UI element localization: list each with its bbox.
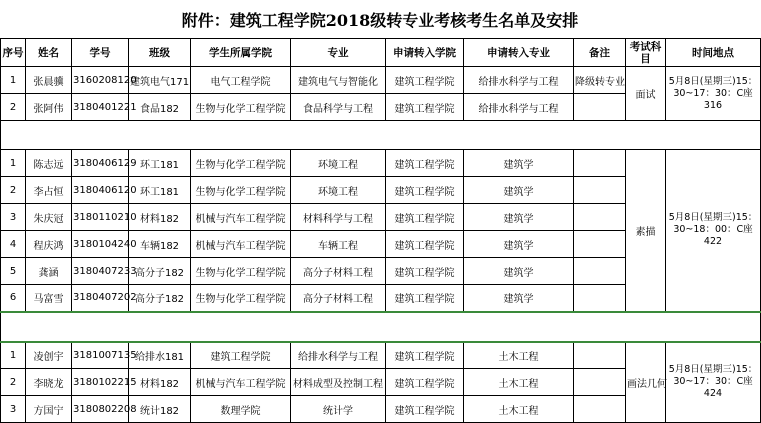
cell-id: 3180802208 [72, 396, 129, 423]
cell-name: 马富雪 [26, 285, 72, 312]
cell-to-major: 建筑学 [464, 177, 574, 204]
cell-major: 环境工程 [291, 150, 386, 177]
cell-note [574, 396, 626, 423]
cell-class: 给排水181 [129, 342, 191, 369]
student-table [0, 38, 761, 423]
header-cell: 申请转入学院 [386, 39, 464, 67]
header-cell: 学生所属学院 [191, 39, 291, 67]
cell-to-college: 建筑工程学院 [386, 396, 464, 423]
cell-id: 3180406120 [72, 177, 129, 204]
cell-time-place: 5月8日(星期三)15：30~17：30：C座316 [666, 67, 761, 121]
cell-subject: 画法几何 [626, 342, 666, 423]
cell-college: 生物与化学工程学院 [191, 150, 291, 177]
spacer-cell [1, 121, 761, 150]
cell-note [574, 231, 626, 258]
header-cell: 备注 [574, 39, 626, 67]
cell-major: 高分子材料工程 [291, 285, 386, 312]
cell-class: 食品182 [129, 94, 191, 121]
cell-no: 2 [1, 369, 26, 396]
cell-no: 6 [1, 285, 26, 312]
header-cell: 时间地点 [666, 39, 761, 67]
cell-no: 5 [1, 258, 26, 285]
cell-name: 李晓龙 [26, 369, 72, 396]
cell-major: 材料成型及控制工程 [291, 369, 386, 396]
cell-college: 建筑工程学院 [191, 342, 291, 369]
cell-name: 凌创宇 [26, 342, 72, 369]
cell-to-major: 建筑学 [464, 258, 574, 285]
cell-name: 朱庆冠 [26, 204, 72, 231]
cell-to-college: 建筑工程学院 [386, 94, 464, 121]
cell-note [574, 342, 626, 369]
cell-class: 材料182 [129, 369, 191, 396]
cell-time-place: 5月8日(星期三)15：30~17：30：C座424 [666, 342, 761, 423]
table-row [1, 150, 761, 177]
cell-name: 方国宁 [26, 396, 72, 423]
cell-id: 3181007135 [72, 342, 129, 369]
cell-major: 建筑电气与智能化 [291, 67, 386, 94]
cell-id: 3180407202 [72, 285, 129, 312]
cell-no: 3 [1, 396, 26, 423]
cell-college: 生物与化学工程学院 [191, 94, 291, 121]
cell-id: 3180110210 [72, 204, 129, 231]
cell-to-major: 给排水科学与工程 [464, 67, 574, 94]
cell-class: 建筑电气171 [129, 67, 191, 94]
cell-major: 车辆工程 [291, 231, 386, 258]
cell-name: 张晨骥 [26, 67, 72, 94]
cell-to-major: 土木工程 [464, 342, 574, 369]
cell-major: 给排水科学与工程 [291, 342, 386, 369]
cell-id: 3180102215 [72, 369, 129, 396]
cell-to-college: 建筑工程学院 [386, 258, 464, 285]
cell-id: 3180104240 [72, 231, 129, 258]
cell-to-major: 土木工程 [464, 396, 574, 423]
cell-class: 环工181 [129, 150, 191, 177]
spacer-cell [1, 312, 761, 342]
cell-note [574, 150, 626, 177]
cell-no: 3 [1, 204, 26, 231]
cell-class: 车辆182 [129, 231, 191, 258]
cell-time-place: 5月8日(星期三)15：30~18：00：C座422 [666, 150, 761, 312]
cell-college: 机械与汽车工程学院 [191, 369, 291, 396]
cell-to-college: 建筑工程学院 [386, 204, 464, 231]
header-cell: 申请转入专业 [464, 39, 574, 67]
cell-college: 生物与化学工程学院 [191, 285, 291, 312]
cell-note [574, 94, 626, 121]
cell-id: 3180406129 [72, 150, 129, 177]
cell-no: 1 [1, 67, 26, 94]
cell-major: 环境工程 [291, 177, 386, 204]
cell-college: 生物与化学工程学院 [191, 258, 291, 285]
cell-to-major: 给排水科学与工程 [464, 94, 574, 121]
cell-note [574, 204, 626, 231]
cell-note [574, 285, 626, 312]
cell-college: 数理学院 [191, 396, 291, 423]
header-cell: 学号 [72, 39, 129, 67]
cell-subject: 素描 [626, 150, 666, 312]
cell-to-major: 建筑学 [464, 231, 574, 258]
cell-college: 生物与化学工程学院 [191, 177, 291, 204]
header-cell: 考试科目 [626, 39, 666, 67]
cell-no: 4 [1, 231, 26, 258]
cell-major: 高分子材料工程 [291, 258, 386, 285]
spacer-row [1, 312, 761, 342]
cell-major: 统计学 [291, 396, 386, 423]
cell-subject: 面试 [626, 67, 666, 121]
cell-no: 2 [1, 94, 26, 121]
cell-class: 统计182 [129, 396, 191, 423]
cell-note [574, 177, 626, 204]
cell-major: 材料科学与工程 [291, 204, 386, 231]
cell-id: 3180401221 [72, 94, 129, 121]
cell-name: 李占恒 [26, 177, 72, 204]
cell-to-major: 建筑学 [464, 285, 574, 312]
cell-to-college: 建筑工程学院 [386, 342, 464, 369]
cell-to-major: 建筑学 [464, 204, 574, 231]
cell-name: 张阿伟 [26, 94, 72, 121]
cell-id: 3180407233 [72, 258, 129, 285]
cell-name: 陈志远 [26, 150, 72, 177]
cell-to-college: 建筑工程学院 [386, 177, 464, 204]
cell-college: 机械与汽车工程学院 [191, 231, 291, 258]
cell-name: 程庆鸿 [26, 231, 72, 258]
header-cell: 班级 [129, 39, 191, 67]
cell-no: 1 [1, 150, 26, 177]
cell-to-major: 建筑学 [464, 150, 574, 177]
cell-class: 材料182 [129, 204, 191, 231]
cell-class: 高分子182 [129, 258, 191, 285]
cell-college: 机械与汽车工程学院 [191, 204, 291, 231]
cell-college: 电气工程学院 [191, 67, 291, 94]
sheet-title: 附件：建筑工程学院2018级转专业考核考生名单及安排 [0, 0, 760, 39]
cell-to-major: 土木工程 [464, 369, 574, 396]
cell-class: 环工181 [129, 177, 191, 204]
cell-to-college: 建筑工程学院 [386, 67, 464, 94]
cell-no: 1 [1, 342, 26, 369]
spacer-row [1, 121, 761, 150]
cell-note: 降级转专业 [574, 67, 626, 94]
header-row [1, 39, 761, 67]
cell-to-college: 建筑工程学院 [386, 285, 464, 312]
cell-note [574, 258, 626, 285]
cell-to-college: 建筑工程学院 [386, 369, 464, 396]
cell-note [574, 369, 626, 396]
cell-id: 3160208120 [72, 67, 129, 94]
table-row [1, 67, 761, 94]
header-cell: 姓名 [26, 39, 72, 67]
cell-name: 龚涵 [26, 258, 72, 285]
cell-to-college: 建筑工程学院 [386, 150, 464, 177]
cell-no: 2 [1, 177, 26, 204]
cell-to-college: 建筑工程学院 [386, 231, 464, 258]
table-row [1, 342, 761, 369]
header-cell: 专业 [291, 39, 386, 67]
cell-major: 食品科学与工程 [291, 94, 386, 121]
header-cell: 序号 [1, 39, 26, 67]
cell-class: 高分子182 [129, 285, 191, 312]
